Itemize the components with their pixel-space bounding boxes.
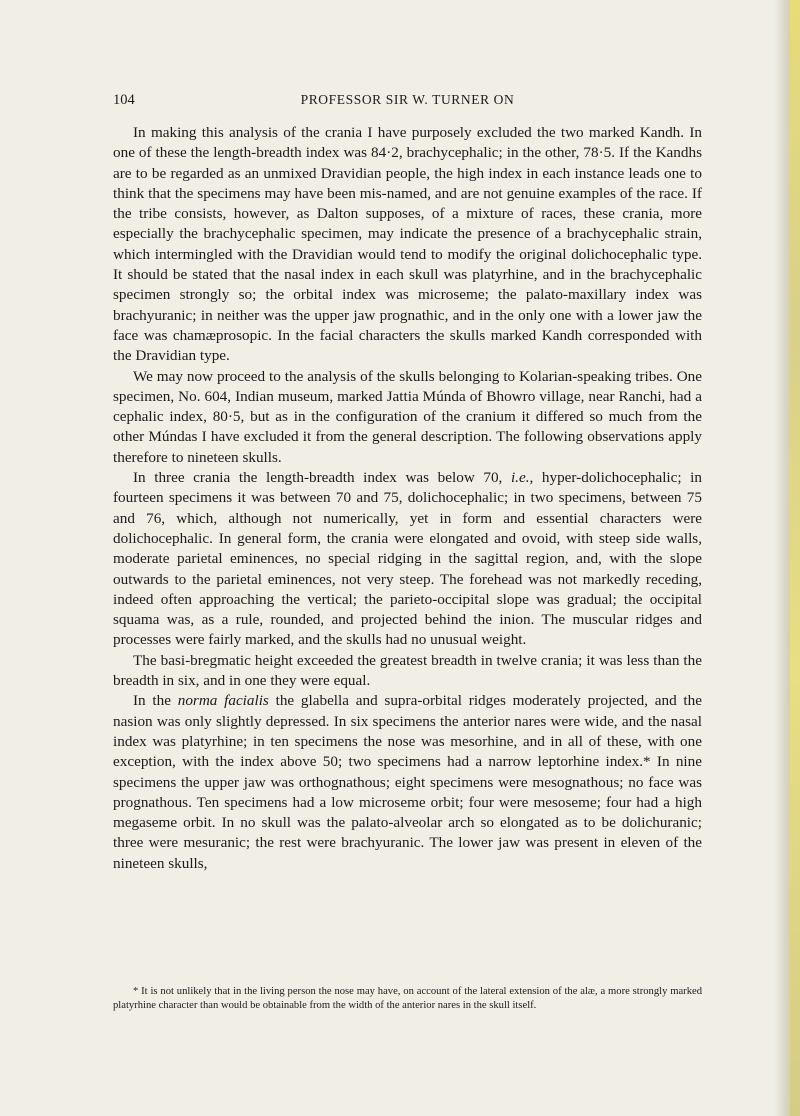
page-edge xyxy=(790,0,800,1116)
paragraph-text-segment: In three crania the length-breadth index was below 70, xyxy=(133,469,511,487)
paragraph-text-segment: the glabella and supra-orbital ridges moderately projected, and the nasion was only slightly depressed. In six specimens the anterior nares were wide, and the nasal index was platyrhine; in ten specimens the nose was mesorhine, and in all of these, with one exception, with the index above 50; two specimens had a narrow leptorhine index.* In nine specimens the upper jaw was orthognathous; eight specimens were mesognathous; no face was prognathous. Ten specimens had a low microseme orbit; four were mesoseme; four had a high megaseme orbit. In no skull was the palato-alveolar arch so elongated as to be dolichuranic; three were mesuranic; the rest were brachyuranic. The lower jaw was present in eleven of the nineteen skulls, xyxy=(113,692,702,872)
paragraph-kolarian: We may now proceed to the analysis of the skulls belonging to Kolarian-speaking tribes. One specimen, No. 604, Indian museum, marked Jattia Múnda of Bhowro village, near Ranchi, had a cephalic index, 80·5, but as in the configuration of the cranium it differed so much from the other Múndas I have excluded it from the general description. The following observations apply therefore to nineteen skulls. xyxy=(113,367,702,466)
body-text xyxy=(113,123,702,874)
running-head xyxy=(113,92,702,112)
paragraph-text-segment: , hyper-dolichocephalic; in fourteen specimens it was between 70 and 75, dolichocephalic; in two specimens, between 75 and 76, which, although not numerically, yet in form and essential characters were dolichocephalic. In general form, the crania were elongated and ovoid, with steep side walls, moderate parietal eminences, no special ridging in the sagittal region, and, with the slope outwards to the parietal eminences, not very steep. The forehead was not markedly receding, indeed often approaching the vertical; the parieto-occipital slope was gradual; the occipital squama was, as a rule, rounded, and projected behind the inion. The muscular ridges and processes were fairly marked, and the skulls had no unusual weight. xyxy=(113,469,702,649)
paragraph-kandh: In making this analysis of the crania I have purposely excluded the two marked Kandh. In one of these the length-breadth index was 84·2, brachycephalic; in the other, 78·5. If the Kandhs are to be regarded as an unmixed Dravidian people, the high index in each instance leads one to think that the specimens may have been mis-named, and are not genuine examples of the race. If the tribe consists, however, as Dalton supposes, of a mixture of races, these crania, more especially the brachycephalic specimen, may indicate the presence of a brachycephalic strain, which intermingled with the Dravidian would tend to modify the original dolichocephalic type. It should be stated that the nasal index in each skull was platyrhine, and in the brachycephalic specimen strongly so; the orbital index was microseme; the palato-maxillary index was brachyuranic; in neither was the upper jaw prognathic, and in the only one with a lower jaw the face was chamæprosopic. In the facial characters the skulls marked Kandh corresponded with the Dravidian type. xyxy=(113,124,702,365)
paragraph-basi-bregmatic: The basi-bregmatic height exceeded the greatest breadth in twelve crania; it was less than the breadth in six, and in one they were equal. xyxy=(113,651,702,690)
running-title: PROFESSOR SIR W. TURNER ON xyxy=(300,92,515,107)
italic-term: norma facialis xyxy=(177,692,269,710)
paragraph-length-breadth xyxy=(113,468,702,651)
footnote xyxy=(113,985,702,1013)
footnote-text: * It is not unlikely that in the living person the nose may have, on account of the lateral extension of the alæ, a more strongly marked platyrhine character than would be obtainable from the width of the anterior nares in the skull itself. xyxy=(113,986,702,1011)
paragraph-norma-facialis xyxy=(113,691,702,874)
paragraph-text-segment: In the xyxy=(133,692,178,710)
italic-term: i.e. xyxy=(510,469,530,487)
page-number: 104 xyxy=(113,92,135,108)
